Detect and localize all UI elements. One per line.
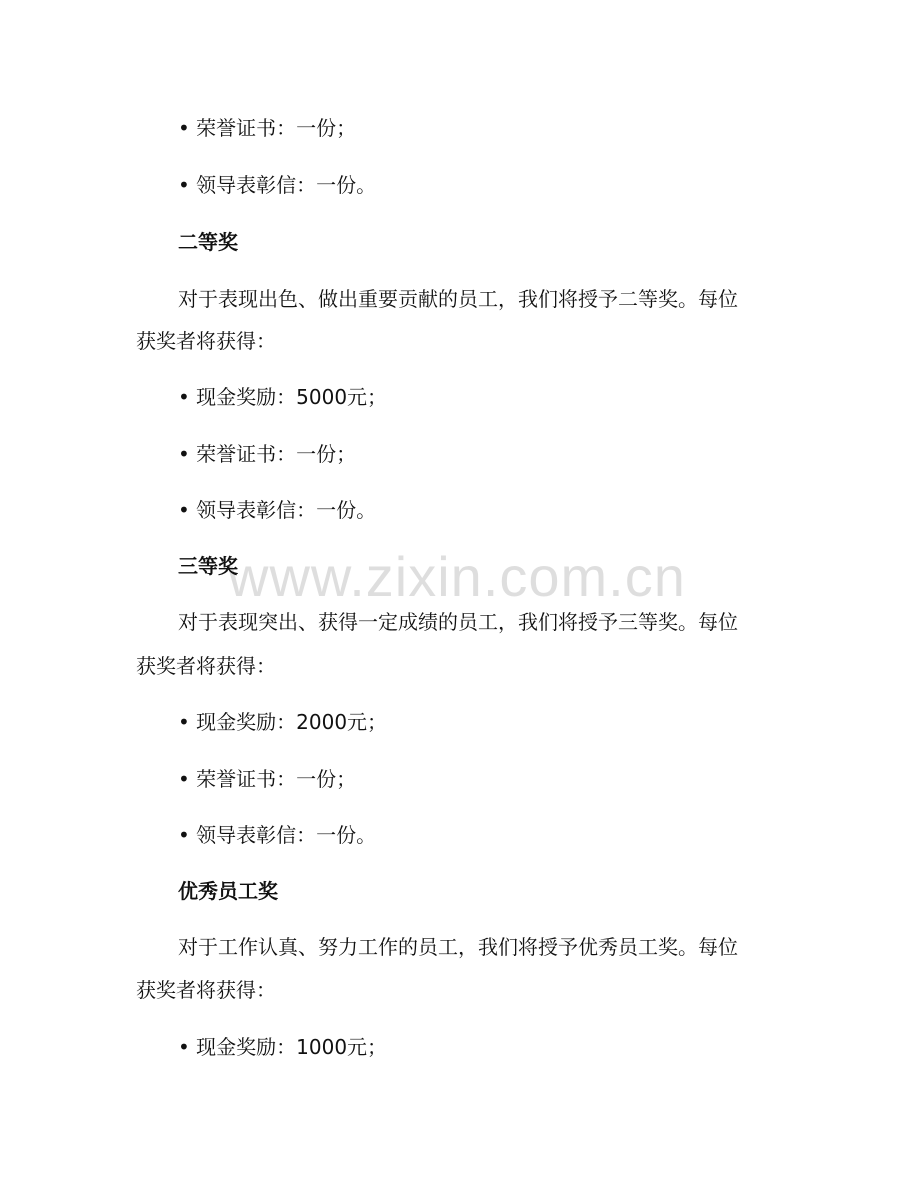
section-heading: 三等奖 bbox=[178, 554, 238, 578]
list-item: • 现金奖励：5000元； bbox=[178, 385, 388, 409]
paragraph-line: 对于表现突出、获得一定成绩的员工，我们将授予三等奖。每位 bbox=[178, 610, 738, 634]
watermark: www.zixin.com.cn bbox=[228, 545, 686, 608]
section-heading: 二等奖 bbox=[178, 230, 238, 254]
list-item: • 领导表彰信：一份。 bbox=[178, 823, 377, 847]
list-item: • 荣誉证书：一份； bbox=[178, 767, 357, 791]
list-item: • 荣誉证书：一份； bbox=[178, 116, 357, 140]
paragraph-line: 获奖者将获得： bbox=[136, 654, 276, 678]
list-item: • 现金奖励：2000元； bbox=[178, 710, 388, 734]
section-heading: 优秀员工奖 bbox=[178, 879, 278, 903]
paragraph-line: 获奖者将获得： bbox=[136, 978, 276, 1002]
list-item: • 领导表彰信：一份。 bbox=[178, 173, 377, 197]
list-item: • 荣誉证书：一份； bbox=[178, 442, 357, 466]
list-item: • 领导表彰信：一份。 bbox=[178, 498, 377, 522]
paragraph-line: 获奖者将获得： bbox=[136, 329, 276, 353]
paragraph-line: 对于表现出色、做出重要贡献的员工，我们将授予二等奖。每位 bbox=[178, 287, 738, 311]
list-item: • 现金奖励：1000元； bbox=[178, 1035, 388, 1059]
paragraph-line: 对于工作认真、努力工作的员工，我们将授予优秀员工奖。每位 bbox=[178, 935, 738, 959]
